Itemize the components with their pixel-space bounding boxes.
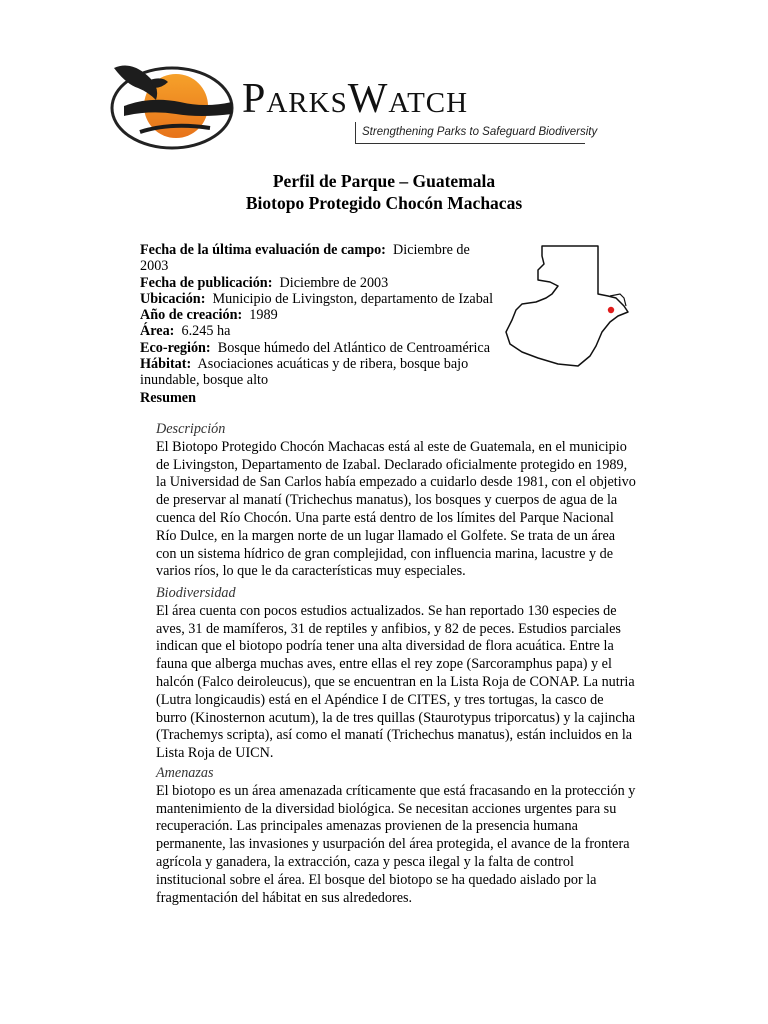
meta-label: Ubicación:: [140, 290, 206, 307]
meta-label: Fecha de la última evaluación de campo:: [140, 242, 386, 258]
tagline: Strengthening Parks to Safeguard Biodiversity: [362, 126, 598, 138]
page-title: Perfil de Parque – Guatemala: [272, 171, 496, 191]
meta-value: Diciembre de 2003: [279, 274, 389, 291]
biodiversidad-section: [156, 585, 636, 763]
park-metadata: [140, 242, 500, 389]
meta-row: [140, 242, 500, 275]
park-location-marker: [608, 307, 614, 313]
tagline-underline: [355, 143, 585, 144]
brand-name: ParksWatch: [242, 76, 469, 122]
meta-row: [140, 275, 500, 291]
meta-row: [140, 356, 500, 389]
meta-value: 6.245 ha: [181, 323, 231, 340]
section-heading: Resumen: [140, 390, 196, 406]
section-subheading: Amenazas: [156, 765, 214, 781]
meta-row: [140, 323, 500, 339]
meta-value: Bosque húmedo del Atlántico de Centroamérica: [217, 339, 491, 356]
section-subheading: Biodiversidad: [156, 585, 236, 601]
meta-label: Fecha de publicación:: [140, 274, 273, 291]
page-subtitle: Biotopo Protegido Chocón Machacas: [245, 193, 523, 213]
meta-row: [140, 291, 500, 307]
amenazas-section: [156, 765, 636, 907]
section-subheading: Descripción: [156, 421, 226, 437]
meta-value: Municipio de Livingston, departamento de Izabal: [212, 290, 494, 307]
meta-value: Diciembre de 2003: [140, 242, 470, 275]
guatemala-map-icon: [498, 236, 648, 376]
parkswatch-logo-icon: [110, 58, 240, 153]
meta-label: Año de creación:: [140, 307, 243, 324]
section-body: El área cuenta con pocos estudios actualizados. Se han reportado 130 especies de aves, 31 de mamíferos, 31 de reptiles y anfibios, y 82 de peces. Estudios parciales indican que el biotopo podría tener una alta diversidad de flora acuática. Entre la fauna que alberga muchas aves, entre ellas el rey zope (Sarcoramphus papa) y el halcón (Falco deiroleucus), que se encuentran en la Lista Roja de CONAP. La nutria (Lutra longicaudis) está en el Apéndice I de CITES, y tres tortugas, la casco de burro (Kinosternon acutum), la de tres quillas (Staurotypus triporcatus) y la cajincha (Trachemys scripta), así como el manatí (Trichechus manatus), están incluidos en la Lista Roja de UICN.: [156, 602, 636, 762]
section-body: El Biotopo Protegido Chocón Machacas está al este de Guatemala, en el municipio de Livingston, Departamento de Izabal. Declarado oficialmente protegido en 1989, la Universidad de San Carlos había empezado a cuidarlo desde 1981, con el objetivo de preservar al manatí (Trichechus manatus), los bosques y cuerpos de agua de la cuenca del Río Chocón. Una parte está dentro de los límites del Parque Nacional Río Dulce, en la margen norte de un lugar llamado el Golfete. Se trata de un área con un sistema hídrico de gran complejidad, con influencia marina, lacustre y de varios ríos, lo que le da características muy especiales.: [156, 438, 636, 580]
descripcion-section: [156, 421, 636, 581]
meta-value: Asociaciones acuáticas y de ribera, bosque bajo inundable, bosque alto: [140, 356, 469, 389]
section-body: El biotopo es un área amenazada críticamente que está fracasando en la protección y mantenimiento de la diversidad biológica. Se necesitan acciones urgentes para su recuperación. Las principales amenazas provienen de la presencia humana permanente, las invasiones y usurpación del área protegida, el avance de la frontera agrícola y ganadera, la extracción, caza y pesca ilegal y la falta de control institucional sobre el área. El bosque del biotopo se ha quedado aislado por la fragmentación del hábitat en sus alrededores.: [156, 782, 636, 906]
meta-label: Área:: [140, 323, 175, 340]
meta-row: [140, 307, 500, 323]
meta-label: Hábitat:: [140, 356, 192, 373]
meta-value: 1989: [249, 307, 278, 324]
meta-label: Eco-región:: [140, 339, 211, 356]
tagline-divider: [355, 122, 356, 144]
meta-row: [140, 340, 500, 356]
